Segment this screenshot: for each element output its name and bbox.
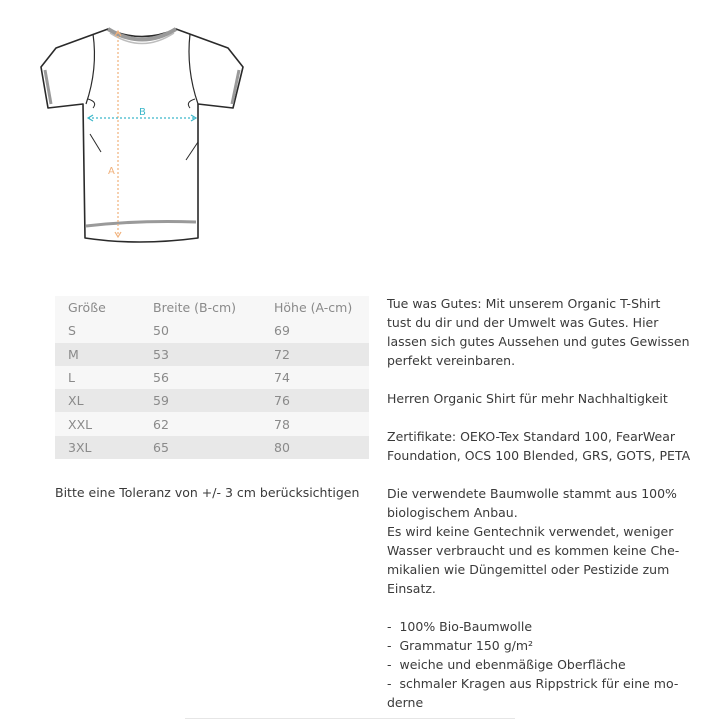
product-description bbox=[387, 294, 712, 712]
cell-width: 59 bbox=[153, 393, 169, 409]
table-row bbox=[55, 436, 369, 459]
cell-height: 76 bbox=[274, 393, 290, 409]
intro-paragraph bbox=[387, 294, 712, 370]
feature-continuation: derne bbox=[387, 695, 424, 710]
table-row bbox=[55, 389, 369, 412]
header-height: Höhe (A-cm) bbox=[274, 300, 353, 316]
cell-size: 3XL bbox=[68, 439, 92, 455]
cell-width: 56 bbox=[153, 370, 169, 386]
text-line: lassen sich gutes Aussehen und gutes Gewissen bbox=[387, 334, 690, 349]
tolerance-note: Bitte eine Toleranz von +/- 3 cm berücksichtigen bbox=[55, 485, 360, 500]
cell-width: 65 bbox=[153, 439, 169, 455]
feature-item: - Grammatur 150 g/m² bbox=[387, 636, 712, 655]
cell-height: 80 bbox=[274, 439, 290, 455]
text-line: Die verwendete Baumwolle stammt aus 100% bbox=[387, 486, 677, 501]
tshirt-measurement-illustration bbox=[38, 24, 250, 246]
feature-item: - 100% Bio-Baumwolle bbox=[387, 617, 712, 636]
feature-item: - schmaler Kragen aus Rippstrick für eine mo- bbox=[387, 674, 712, 693]
cell-size: S bbox=[68, 323, 76, 339]
cell-height: 78 bbox=[274, 416, 290, 432]
text-line: Es wird keine Gentechnik verwendet, weniger bbox=[387, 524, 674, 539]
text-line: biologischem Anbau. bbox=[387, 505, 518, 520]
text-line: tust du dir und der Umwelt was Gutes. Hier bbox=[387, 315, 659, 330]
table-row bbox=[55, 319, 369, 342]
certificates-paragraph bbox=[387, 427, 712, 465]
cell-size: XL bbox=[68, 393, 84, 409]
table-row bbox=[55, 366, 369, 389]
size-table-header-row bbox=[55, 296, 369, 319]
table-row bbox=[55, 412, 369, 435]
cell-width: 53 bbox=[153, 346, 169, 362]
divider bbox=[185, 718, 515, 719]
table-row bbox=[55, 343, 369, 366]
subtitle-paragraph: Herren Organic Shirt für mehr Nachhaltigkeit bbox=[387, 391, 668, 406]
text-line: mikalien wie Düngemittel oder Pestizide zum bbox=[387, 562, 670, 577]
cell-height: 72 bbox=[274, 346, 290, 362]
cell-size: XXL bbox=[68, 416, 93, 432]
text-line: Wasser verbraucht und es kommen keine Che- bbox=[387, 543, 680, 558]
text-line: Einsatz. bbox=[387, 581, 436, 596]
cell-width: 62 bbox=[153, 416, 169, 432]
cell-height: 69 bbox=[274, 323, 290, 339]
cell-height: 74 bbox=[274, 370, 290, 386]
cotton-paragraph bbox=[387, 484, 712, 598]
text-line: Zertifikate: OEKO-Tex Standard 100, FearWear bbox=[387, 429, 676, 444]
text-line: Tue was Gutes: Mit unserem Organic T-Shirt bbox=[387, 296, 661, 311]
feature-list bbox=[387, 617, 712, 693]
label-a: A bbox=[108, 166, 115, 177]
tshirt-outline bbox=[41, 29, 243, 242]
header-width: Breite (B-cm) bbox=[153, 300, 237, 316]
cell-width: 50 bbox=[153, 323, 169, 339]
cell-size: M bbox=[68, 346, 79, 362]
feature-item: - weiche und ebenmäßige Oberfläche bbox=[387, 655, 712, 674]
size-table bbox=[55, 296, 369, 459]
cell-size: L bbox=[68, 370, 75, 386]
text-line: Foundation, OCS 100 Blended, GRS, GOTS, PETA bbox=[387, 448, 691, 463]
text-line: perfekt vereinbaren. bbox=[387, 353, 516, 368]
label-b: B bbox=[139, 107, 146, 118]
header-size: Größe bbox=[68, 300, 106, 316]
